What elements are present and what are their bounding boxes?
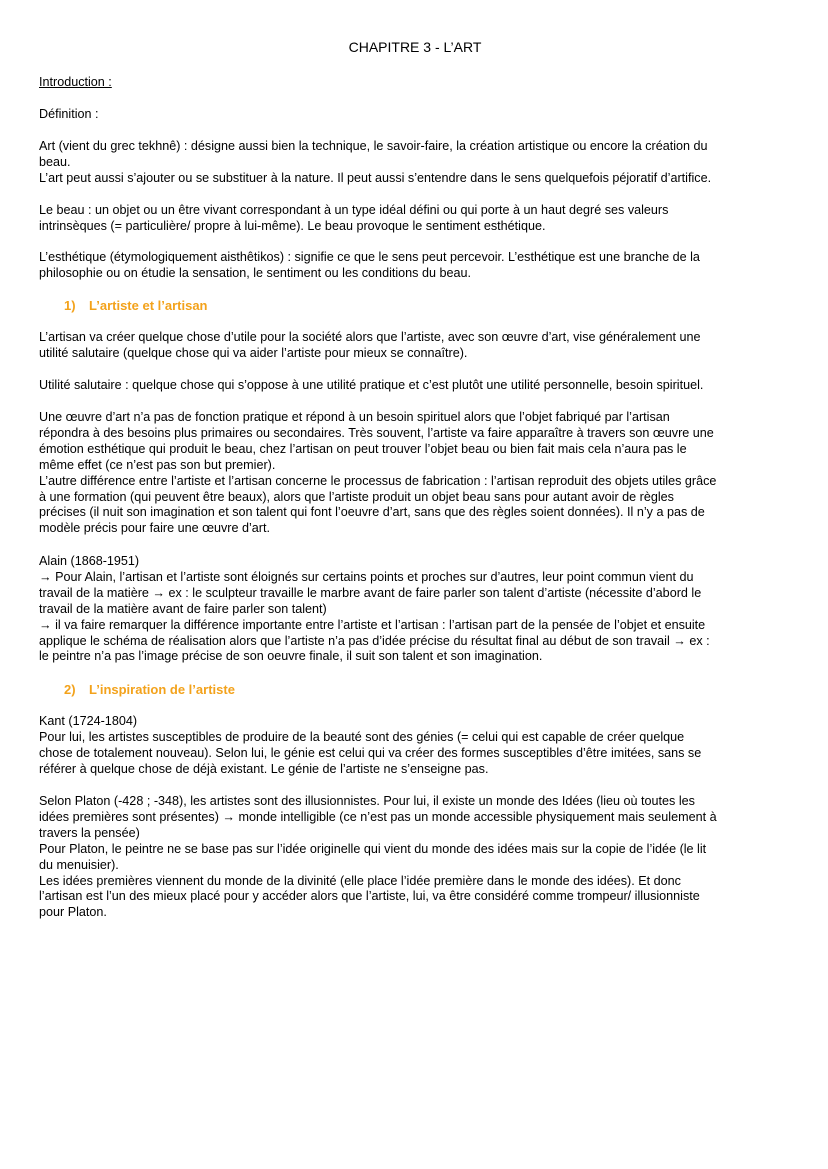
- text-line: travail de la matière avant de faire parler son talent): [39, 601, 327, 616]
- section-title: L’artiste et l’artisan: [89, 298, 208, 313]
- text-line: idées premières sont présentes) → monde intelligible (ce n’est pas un monde accessible physiquement mais seulement à: [39, 809, 717, 824]
- artisan-paragraph: [39, 330, 791, 362]
- text-line: Le beau : un objet ou un être vivant correspondant à un type idéal défini ou qui porte à un haut degré ses valeurs: [39, 203, 669, 217]
- section-title: L’inspiration de l’artiste: [89, 682, 235, 697]
- esthetique-definition-paragraph: [39, 250, 791, 282]
- text-line: précises (il nuit son imagination et son talent qui font l’oeuvre d’art, sans que des règles soient données). Il n’y a pas de: [39, 505, 705, 520]
- section-heading-2: [64, 682, 235, 698]
- text-line: intrinsèques (= particulière/ propre à lui-même). Le beau provoque le sentiment esthétique.: [39, 218, 546, 233]
- text-line: Utilité salutaire : quelque chose qui s’oppose à une utilité pratique et c’est plutôt une utilité personnelle, besoin spirituel.: [39, 378, 704, 392]
- text-line: Les idées premières viennent du monde de la divinité (elle place l’idée première dans le monde des idées). Et donc: [39, 873, 681, 888]
- platon-paragraph: [39, 794, 791, 921]
- introduction-heading: Introduction :: [39, 75, 112, 89]
- text-line: L’esthétique (étymologiquement aisthêtikos) : signifie ce que le sens peut percevoir. L’esthétique est une branche de la: [39, 250, 700, 264]
- text-line: émotion esthétique qui produit le beau, chez l’artisan on peut trouver l’objet beau ou bien fait mais cela n’aura pas le: [39, 441, 687, 456]
- page-title: CHAPITRE 3 - L’ART: [348, 39, 482, 55]
- text-line: philosophie ou on étudie la sensation, le sentiment ou les conditions du beau.: [39, 265, 471, 280]
- text-line: du menuisier).: [39, 857, 119, 872]
- text-line: travail de la matière → ex : le sculpteur travaille le marbre avant de faire parler son talent d’artiste (nécessite d’abord le: [39, 585, 702, 600]
- text-line: Pour lui, les artistes susceptibles de produire de la beauté sont des génies (= celui qui est capable de créer quelque: [39, 729, 685, 744]
- art-definition-paragraph: [39, 139, 791, 187]
- text-line: répondra à des besoins plus primaires ou secondaires. Très souvent, l’artiste va faire apparaître à travers son œuvre une: [39, 425, 714, 440]
- text-line: Alain (1868-1951): [39, 554, 140, 568]
- text-line: Une œuvre d’art n’a pas de fonction pratique et répond à un besoin spirituel alors que l’objet fabriqué par l’artisan: [39, 410, 670, 424]
- text-line: chose de totalement nouveau). Selon lui, le génie est celui qui va créer des formes susceptibles d’être imitées, sans se: [39, 745, 702, 760]
- text-line: L’artisan va créer quelque chose d’utile pour la société alors que l’artiste, avec son œuvre d’art, vise généralement une: [39, 330, 701, 344]
- beau-definition-paragraph: [39, 203, 791, 235]
- kant-paragraph: [39, 714, 791, 778]
- text-line: L’autre différence entre l’artiste et l’artisan concerne le processus de fabrication : l’artisan reproduit des objets utiles grâce: [39, 473, 717, 488]
- text-line: → Pour Alain, l’artisan et l’artiste sont éloignés sur certains points et proches sur d’autres, leur point commun vient du: [39, 569, 694, 584]
- text-line: → il va faire remarquer la différence importante entre l’artiste et l’artisan : l’artisan part de la pensée de l’objet et ensuite: [39, 617, 706, 632]
- text-line: référer à quelque chose de déjà existant. Le génie de l’artiste ne s’enseigne pas.: [39, 761, 489, 776]
- text-line: Kant (1724-1804): [39, 714, 138, 728]
- section-number: 1): [64, 298, 76, 313]
- text-line: même effet (ce n’est pas son but premier).: [39, 457, 276, 472]
- text-line: beau.: [39, 154, 71, 169]
- text-line: Selon Platon (-428 ; -348), les artistes sont des illusionnistes. Pour lui, il existe un monde des Idées (lieu où toutes les: [39, 794, 695, 808]
- utilite-salutaire-paragraph: [39, 378, 791, 394]
- text-line: modèle précis pour faire une œuvre d’art.: [39, 521, 270, 536]
- text-line: travers la pensée): [39, 825, 140, 840]
- section-number: 2): [64, 682, 76, 697]
- definition-label: Définition :: [39, 107, 99, 121]
- section-heading-1: [64, 298, 208, 314]
- text-line: applique le schéma de réalisation alors que l’artiste n’a pas d’idée précise du résultat final au début de son travail → ex :: [39, 633, 710, 648]
- text-line: Pour Platon, le peintre ne se base pas sur l’idée originelle qui vient du monde des idées mais sur la copie de l’idée (le lit: [39, 841, 707, 856]
- text-line: l’artisan est l’un des mieux placé pour y accéder alors que l’artiste, lui, va être considéré comme trompeur/ illusionniste: [39, 889, 700, 904]
- text-line: pour Platon.: [39, 905, 107, 920]
- alain-paragraph: [39, 554, 791, 665]
- text-line: le peintre n’a pas l’image précise de son oeuvre finale, il suit son talent et son imagination.: [39, 649, 543, 664]
- text-line: à une formation (qui peuvent être beaux), alors que l’artiste produit un objet beau sans pour autant avoir de règles: [39, 489, 674, 504]
- text-line: utilité salutaire (quelque chose qui va aider l’artiste pour mieux se connaître).: [39, 345, 468, 360]
- text-line: L’art peut aussi s’ajouter ou se substituer à la nature. Il peut aussi s’entendre dans le sens quelquefois péjoratif d’artifice.: [39, 170, 712, 185]
- oeuvre-art-paragraph: [39, 410, 791, 537]
- text-line: Art (vient du grec tekhnê) : désigne aussi bien la technique, le savoir-faire, la création artistique ou encore la création du: [39, 139, 708, 153]
